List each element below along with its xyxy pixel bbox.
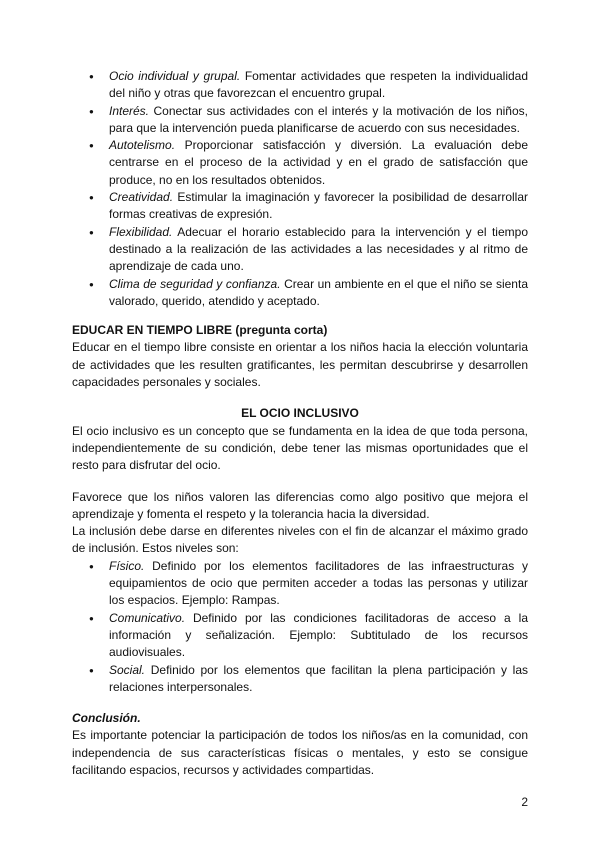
list-item-text: Estimular la imaginación y favorecer la posibilidad de desarrollar formas creativas de expresión. [109,190,528,222]
list-item-text: Proporcionar satisfacción y diversión. La evaluación debe centrarse en el proceso de la actividad y en el grado de satisfacción que produce, no en los resultados obtenidos. [109,138,528,187]
list-item [72,662,528,697]
list-item-term: Social. [109,662,146,677]
list-item-term: Físico. [109,558,145,573]
list-item-term: Clima de seguridad y confianza. [109,276,281,291]
section-heading-educar: EDUCAR EN TIEMPO LIBRE (pregunta corta) [72,323,328,338]
paragraph-conclusion: Es importante potenciar la participación de todos los niños/as en la comunidad, con independencia de sus características físicas o mentales, y esto se consigue facilitando espacios, recursos y actividades compartidas. [72,728,528,777]
conclusion-heading-text: Conclusión. [72,711,141,726]
principles-list [72,68,528,310]
list-item-term: Flexibilidad. [109,224,173,239]
page-number: 2 [521,795,528,809]
inclusion-levels-list [72,558,528,696]
list-item-text: Definido por los elementos facilitadores de las infraestructuras y equipamientos de ocio que permiten acceder a todas las personas y utilizar los espacios. Ejemplo: Rampas. [109,558,528,608]
list-item [72,276,528,311]
list-item [72,189,528,224]
section-heading-ocio-inclusivo: EL OCIO INCLUSIVO [241,406,359,421]
list-item-term: Ocio individual y grupal. [109,69,241,83]
list-item [72,103,528,138]
list-item [72,558,528,610]
paragraph-educar: Educar en el tiempo libre consiste en orientar a los niños hacia la elección voluntaria de actividades que les resulten gratificantes, les permitan descubrirse y desarrollen capacidades personales y sociales. [72,340,528,390]
section-heading-conclusion [72,710,528,727]
list-item [72,68,528,103]
list-item-term: Comunicativo. [109,610,186,625]
list-item-term: Autotelismo. [109,138,176,153]
list-item-text: Fomentar actividades que respeten la individualidad del niño y otras que favorezcan el encuentro grupal. [109,69,529,101]
list-item [72,137,528,189]
list-item-text: Definido por los elementos que facilitan la plena participación y las relaciones interpersonales. [109,662,528,694]
list-item-term: Creatividad. [109,190,174,205]
list-item-text: Conectar sus actividades con el interés y la motivación de los niños, para que la intervención pueda planificarse de acuerdo con sus necesidades. [109,103,528,135]
list-item-text: Definido por las condiciones facilitadoras de acceso a la información y señalización. Ejemplo: Subtitulado de los recursos audiovisuales. [109,610,528,660]
list-item [72,610,528,662]
list-item-term: Interés. [109,103,150,118]
paragraph-ocio-3: La inclusión debe darse en diferentes niveles con el fin de alcanzar el máximo grado de inclusión. Estos niveles son: [72,524,528,556]
paragraph-ocio-2: Favorece que los niños valoren las diferencias como algo positivo que mejora el aprendizaje y fomenta el respeto y la tolerancia hacia la diversidad. [72,489,528,521]
list-item-text: Adecuar el horario establecido para la intervención y el tiempo destinado a la realización de las actividades a las necesidades y al ritmo de aprendizaje de cada uno. [109,224,528,274]
paragraph-ocio-1: El ocio inclusivo es un concepto que se fundamenta en la idea de que toda persona, independientemente de su condición, debe tener las mismas oportunidades que el resto para disfrutar del ocio. [72,423,528,473]
list-item [72,224,528,276]
list-item-text: Crear un ambiente en el que el niño se sienta valorado, querido, atendido y aceptado. [109,276,528,308]
document-page [72,68,528,779]
